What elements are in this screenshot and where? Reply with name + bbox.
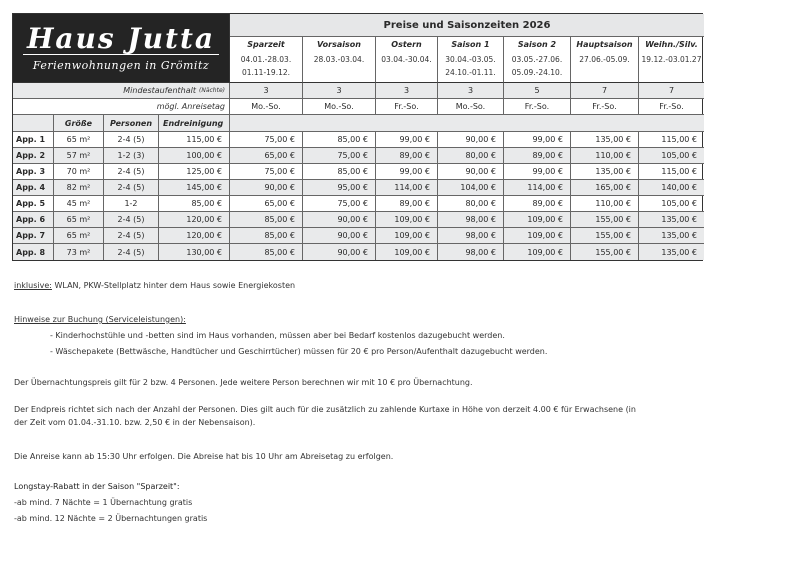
season-dates: 19.12.-03.01.27 xyxy=(641,55,702,64)
min-stay-value: 3 xyxy=(438,83,504,99)
apartment-cleaning: 145,00 € xyxy=(159,180,230,196)
season-dates: 03.05.-27.06. xyxy=(511,55,563,64)
apartment-price: 109,00 € xyxy=(376,228,438,244)
apartment-size: 65 m² xyxy=(54,212,104,228)
logo-title: Haus Jutta xyxy=(23,24,219,55)
table-title: Preise und Saisonzeiten 2026 xyxy=(230,14,704,37)
apartment-size: 57 m² xyxy=(54,148,104,164)
apartment-persons: 2-4 (5) xyxy=(104,212,159,228)
apartment-cleaning: 130,00 € xyxy=(159,244,230,260)
apartment-name: App. 1 xyxy=(13,132,54,148)
apartment-name: App. 5 xyxy=(13,196,54,212)
booking-item: - Wäschepakete (Bettwäsche, Handtücher und Geschirrtücher) müssen für 20 € pro Person/Aufenthalt dazugebucht werden. xyxy=(50,347,548,356)
apartment-size: 73 m² xyxy=(54,244,104,260)
season-dates: 30.04.-03.05. xyxy=(445,55,496,64)
apartment-cleaning: 100,00 € xyxy=(159,148,230,164)
min-stay-label xyxy=(13,83,230,99)
min-stay-value: 3 xyxy=(303,83,376,99)
longstay-heading: Longstay-Rabatt in der Saison "Sparzeit": xyxy=(14,482,180,491)
inclusive-text: WLAN, PKW-Stellplatz hinter dem Haus sowie Energiekosten xyxy=(51,281,296,290)
apartment-price: 165,00 € xyxy=(571,180,639,196)
arrival-label: mögl. Anreisetag xyxy=(13,99,230,115)
season-name: Saison 1 xyxy=(451,40,490,49)
apartment-size: 82 m² xyxy=(54,180,104,196)
apartment-price: 99,00 € xyxy=(504,132,571,148)
season-dates: 03.04.-30.04. xyxy=(381,55,432,64)
apartment-price: 99,00 € xyxy=(376,164,438,180)
season-name: Ostern xyxy=(391,40,422,49)
longstay-item: -ab mind. 7 Nächte = 1 Übernachtung gratis xyxy=(14,498,193,507)
longstay-item: -ab mind. 12 Nächte = 2 Übernachtungen gratis xyxy=(14,514,208,523)
apartment-price: 75,00 € xyxy=(303,196,376,212)
longstay-section xyxy=(14,480,207,525)
apartment-persons: 2-4 (5) xyxy=(104,180,159,196)
apartment-cleaning: 120,00 € xyxy=(159,212,230,228)
apartment-price: 98,00 € xyxy=(438,228,504,244)
apartment-size: 65 m² xyxy=(54,228,104,244)
apartment-price: 85,00 € xyxy=(230,228,303,244)
min-stay-unit: (Nächte) xyxy=(199,87,225,94)
booking-item: - Kinderhochstühle und -betten sind im Haus vorhanden, müssen aber bei Bedarf kostenlos dazugebucht werden. xyxy=(50,331,505,340)
arrival-value: Fr.-So. xyxy=(504,99,571,115)
apartment-price: 75,00 € xyxy=(230,132,303,148)
apartment-price: 90,00 € xyxy=(303,212,376,228)
arrival-value: Mo.-So. xyxy=(303,99,376,115)
apartment-price: 95,00 € xyxy=(303,180,376,196)
price-table xyxy=(12,13,703,261)
booking-heading: Hinweise zur Buchung (Serviceleistungen): xyxy=(14,315,186,324)
arrival-value: Fr.-So. xyxy=(376,99,438,115)
apartment-price: 155,00 € xyxy=(571,244,639,260)
season-dates: 04.01.-28.03. xyxy=(240,55,292,64)
season-dates: 05.09.-24.10. xyxy=(511,68,563,77)
apartment-price: 99,00 € xyxy=(376,132,438,148)
season-name: Saison 2 xyxy=(517,40,557,49)
season-name: Sparzeit xyxy=(247,40,285,49)
min-stay-value: 5 xyxy=(504,83,571,99)
arrival-value: Mo.-So. xyxy=(230,99,303,115)
apartment-price: 75,00 € xyxy=(303,148,376,164)
final-price-note xyxy=(14,403,636,429)
inclusive-note xyxy=(14,279,295,292)
column-header-app xyxy=(13,115,54,132)
apartment-price: 90,00 € xyxy=(303,244,376,260)
apartment-price: 90,00 € xyxy=(230,180,303,196)
apartment-price: 89,00 € xyxy=(376,148,438,164)
apartment-price: 135,00 € xyxy=(571,132,639,148)
apartment-price: 89,00 € xyxy=(504,196,571,212)
final-price-line: Der Endpreis richtet sich nach der Anzahl der Personen. Dies gilt auch für die zusätzlich zu zahlende Kurtaxe in Höhe von derzeit 4.00 € für Erwachsene (in xyxy=(14,405,636,414)
apartment-price: 89,00 € xyxy=(504,148,571,164)
apartment-price: 90,00 € xyxy=(303,228,376,244)
apartment-price: 109,00 € xyxy=(376,244,438,260)
arrival-note: Die Anreise kann ab 15:30 Uhr erfolgen. Die Abreise hat bis 10 Uhr am Abreisetag zu erfolgen. xyxy=(14,452,394,461)
apartment-price: 85,00 € xyxy=(303,164,376,180)
apartment-price: 110,00 € xyxy=(571,148,639,164)
season-dates: 01.11-19.12. xyxy=(241,68,291,77)
apartment-persons: 2-4 (5) xyxy=(104,164,159,180)
season-header xyxy=(303,37,376,83)
apartment-name: App. 8 xyxy=(13,244,54,260)
logo-subtitle: Ferienwohnungen in Grömitz xyxy=(32,59,210,72)
apartment-price: 115,00 € xyxy=(639,132,704,148)
apartment-price: 110,00 € xyxy=(571,196,639,212)
apartment-price: 104,00 € xyxy=(438,180,504,196)
apartment-persons: 2-4 (5) xyxy=(104,228,159,244)
logo xyxy=(13,14,230,83)
column-header-size: Größe xyxy=(54,115,104,132)
season-header xyxy=(639,37,704,83)
season-header xyxy=(504,37,571,83)
apartment-price: 105,00 € xyxy=(639,196,704,212)
price-note: Der Übernachtungspreis gilt für 2 bzw. 4 Personen. Jede weitere Person berechnen wir mit 10 € pro Übernachtung. xyxy=(14,378,473,387)
apartment-name: App. 2 xyxy=(13,148,54,164)
season-header xyxy=(376,37,438,83)
apartment-price: 115,00 € xyxy=(639,164,704,180)
arrival-value: Fr.-So. xyxy=(571,99,639,115)
apartment-price: 85,00 € xyxy=(230,212,303,228)
apartment-price: 155,00 € xyxy=(571,212,639,228)
apartment-price: 114,00 € xyxy=(504,180,571,196)
season-header xyxy=(230,37,303,83)
apartment-price: 135,00 € xyxy=(639,244,704,260)
apartment-price: 90,00 € xyxy=(438,164,504,180)
season-header xyxy=(571,37,639,83)
apartment-persons: 2-4 (5) xyxy=(104,244,159,260)
apartment-price: 98,00 € xyxy=(438,244,504,260)
apartment-size: 65 m² xyxy=(54,132,104,148)
apartment-price: 65,00 € xyxy=(230,196,303,212)
apartment-price: 75,00 € xyxy=(230,164,303,180)
min-stay-value: 3 xyxy=(376,83,438,99)
apartment-price: 135,00 € xyxy=(639,212,704,228)
apartment-persons: 2-4 (5) xyxy=(104,132,159,148)
min-stay-value: 7 xyxy=(639,83,704,99)
apartment-price: 98,00 € xyxy=(438,212,504,228)
season-dates: 27.06.-05.09. xyxy=(579,55,630,64)
final-price-line: der Zeit vom 01.04.-31.10. bzw. 2,50 € in der Nebensaison). xyxy=(14,418,256,427)
arrival-value: Fr.-So. xyxy=(639,99,704,115)
apartment-price: 109,00 € xyxy=(504,212,571,228)
apartment-price: 105,00 € xyxy=(639,148,704,164)
arrival-value: Mo.-So. xyxy=(438,99,504,115)
season-name: Vorsaison xyxy=(317,40,361,49)
min-stay-value: 3 xyxy=(230,83,303,99)
season-name: Hauptsaison xyxy=(576,40,633,49)
apartment-price: 109,00 € xyxy=(504,244,571,260)
apartment-price: 85,00 € xyxy=(303,132,376,148)
inclusive-label: inklusive: xyxy=(14,281,52,290)
apartment-cleaning: 120,00 € xyxy=(159,228,230,244)
apartment-cleaning: 85,00 € xyxy=(159,196,230,212)
apartment-price: 114,00 € xyxy=(376,180,438,196)
season-header xyxy=(438,37,504,83)
column-header-cleaning: Endreinigung xyxy=(159,115,230,132)
apartment-price: 109,00 € xyxy=(376,212,438,228)
apartment-persons: 1-2 (3) xyxy=(104,148,159,164)
price-grid xyxy=(13,14,702,260)
apartment-name: App. 7 xyxy=(13,228,54,244)
apartment-price: 135,00 € xyxy=(639,228,704,244)
apartment-price: 140,00 € xyxy=(639,180,704,196)
apartment-size: 70 m² xyxy=(54,164,104,180)
apartment-name: App. 6 xyxy=(13,212,54,228)
apartment-cleaning: 125,00 € xyxy=(159,164,230,180)
apartment-name: App. 3 xyxy=(13,164,54,180)
column-header-persons: Personen xyxy=(104,115,159,132)
min-stay-text: Mindestaufenthalt xyxy=(123,86,196,95)
apartment-price: 80,00 € xyxy=(438,148,504,164)
apartment-price: 109,00 € xyxy=(504,228,571,244)
column-header-fill xyxy=(230,115,704,132)
season-name: Weihn./Silv. xyxy=(645,40,698,49)
apartment-size: 45 m² xyxy=(54,196,104,212)
apartment-price: 99,00 € xyxy=(504,164,571,180)
apartment-price: 65,00 € xyxy=(230,148,303,164)
apartment-price: 135,00 € xyxy=(571,164,639,180)
apartment-cleaning: 115,00 € xyxy=(159,132,230,148)
apartment-price: 85,00 € xyxy=(230,244,303,260)
season-dates: 24.10.-01.11. xyxy=(445,68,496,77)
booking-notes xyxy=(14,313,547,358)
min-stay-value: 7 xyxy=(571,83,639,99)
apartment-price: 89,00 € xyxy=(376,196,438,212)
season-dates: 28.03.-03.04. xyxy=(313,55,365,64)
apartment-persons: 1-2 xyxy=(104,196,159,212)
apartment-price: 80,00 € xyxy=(438,196,504,212)
apartment-name: App. 4 xyxy=(13,180,54,196)
apartment-price: 155,00 € xyxy=(571,228,639,244)
apartment-price: 90,00 € xyxy=(438,132,504,148)
